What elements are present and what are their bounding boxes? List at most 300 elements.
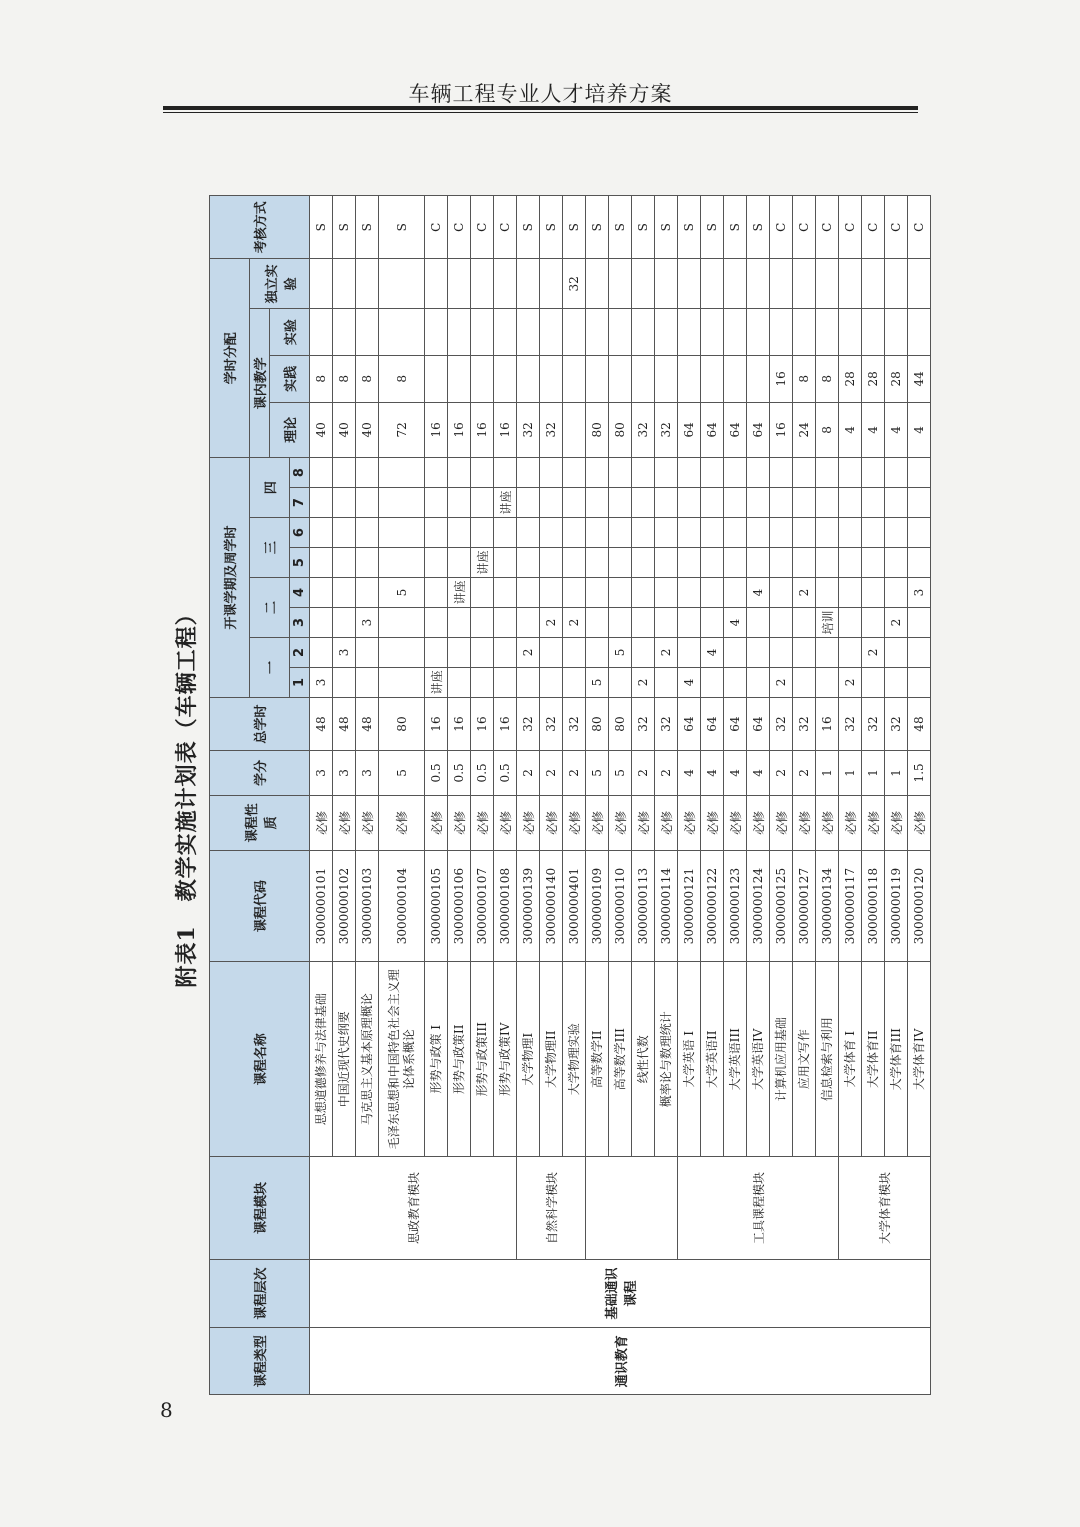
- term-cell: [908, 488, 931, 518]
- term-cell: [701, 488, 724, 518]
- experiment-cell: [333, 309, 356, 356]
- header-term-4: 4: [290, 578, 310, 608]
- experiment-cell: [885, 309, 908, 356]
- experiment-cell: [609, 309, 632, 356]
- theory-cell: 32: [632, 402, 655, 458]
- course-code-cell: 3000000109: [586, 851, 609, 962]
- practice-cell: [471, 356, 494, 403]
- course-code-cell: 3000000139: [517, 851, 540, 962]
- course-name-cell: 信息检索与利用: [816, 962, 839, 1157]
- assessment-cell: C: [425, 196, 448, 259]
- experiment-cell: [816, 309, 839, 356]
- credit-cell: 2: [632, 751, 655, 795]
- term-cell: [425, 578, 448, 608]
- credit-cell: 5: [586, 751, 609, 795]
- term-cell: [609, 667, 632, 697]
- course-name-cell: 形势与政策IV: [494, 962, 517, 1157]
- module-cell: 工具课程模块: [678, 1157, 839, 1259]
- course-nature-cell: 必修: [517, 795, 540, 851]
- indep-exp-cell: [770, 259, 793, 309]
- course-code-cell: 3000000104: [379, 851, 425, 962]
- term-cell: [356, 667, 379, 697]
- term-cell: 4: [747, 578, 770, 608]
- course-code-cell: 3000000119: [885, 851, 908, 962]
- term-cell: [885, 578, 908, 608]
- term-cell: [425, 548, 448, 578]
- experiment-cell: [747, 309, 770, 356]
- term-cell: 2: [885, 608, 908, 638]
- experiment-cell: [724, 309, 747, 356]
- credit-cell: 1: [885, 751, 908, 795]
- assessment-cell: S: [655, 196, 678, 259]
- indep-exp-cell: [540, 259, 563, 309]
- term-cell: [494, 667, 517, 697]
- course-nature-cell: 必修: [862, 795, 885, 851]
- header-term-2: 2: [290, 637, 310, 667]
- course-name-cell: 形势与政策 I: [425, 962, 448, 1157]
- course-code-cell: 3000000134: [816, 851, 839, 962]
- header-year-2: 二: [250, 578, 290, 638]
- practice-cell: [425, 356, 448, 403]
- term-cell: [448, 488, 471, 518]
- indep-exp-cell: [356, 259, 379, 309]
- term-cell: [885, 667, 908, 697]
- credit-cell: 5: [609, 751, 632, 795]
- practice-cell: [747, 356, 770, 403]
- theory-cell: 80: [586, 402, 609, 458]
- credit-cell: 2: [793, 751, 816, 795]
- term-cell: [770, 608, 793, 638]
- term-cell: [517, 667, 540, 697]
- caption-title: 教学实施计划表（车辆工程）: [174, 602, 200, 902]
- course-name-cell: 大学英语 I: [678, 962, 701, 1157]
- header-term-5: 5: [290, 548, 310, 578]
- term-cell: [678, 548, 701, 578]
- term-cell: [448, 608, 471, 638]
- term-cell: [678, 608, 701, 638]
- term-cell: [747, 488, 770, 518]
- term-cell: [908, 518, 931, 548]
- indep-exp-cell: [655, 259, 678, 309]
- experiment-cell: [770, 309, 793, 356]
- course-code-cell: 3000000105: [425, 851, 448, 962]
- indep-exp-cell: [425, 259, 448, 309]
- term-cell: [356, 548, 379, 578]
- header-semester-group: 开课学期及周学时: [210, 458, 250, 698]
- indep-exp-cell: [494, 259, 517, 309]
- term-cell: [908, 608, 931, 638]
- indep-exp-cell: [678, 259, 701, 309]
- course-name-cell: 形势与政策III: [471, 962, 494, 1157]
- term-cell: 3: [356, 608, 379, 638]
- theory-cell: 80: [609, 402, 632, 458]
- indep-exp-cell: [747, 259, 770, 309]
- total-hours-cell: 16: [494, 697, 517, 750]
- indep-exp-cell: [333, 259, 356, 309]
- header-term-8: 8: [290, 458, 310, 488]
- term-cell: [563, 667, 586, 697]
- course-name-cell: 大学物理实验: [563, 962, 586, 1157]
- course-name-cell: 线性代数: [632, 962, 655, 1157]
- experiment-cell: [494, 309, 517, 356]
- practice-cell: 8: [793, 356, 816, 403]
- term-cell: [816, 488, 839, 518]
- theory-cell: 64: [724, 402, 747, 458]
- term-cell: 5: [379, 578, 425, 608]
- term-cell: 讲座: [494, 488, 517, 518]
- header-year-1: 一: [250, 637, 290, 697]
- indep-exp-cell: [816, 259, 839, 309]
- total-hours-cell: 80: [609, 697, 632, 750]
- term-cell: [724, 548, 747, 578]
- practice-cell: 28: [839, 356, 862, 403]
- term-cell: [816, 578, 839, 608]
- total-hours-cell: 80: [379, 697, 425, 750]
- theory-cell: 16: [770, 402, 793, 458]
- header-nature: 课程性质: [210, 795, 310, 851]
- module-cell: 思政教育模块: [310, 1157, 517, 1259]
- course-name-cell: 大学物理II: [540, 962, 563, 1157]
- term-cell: [862, 578, 885, 608]
- term-cell: [747, 608, 770, 638]
- term-cell: [494, 578, 517, 608]
- course-nature-cell: 必修: [586, 795, 609, 851]
- theory-cell: 16: [448, 402, 471, 458]
- credit-cell: 4: [701, 751, 724, 795]
- term-cell: [448, 548, 471, 578]
- term-cell: [448, 518, 471, 548]
- credit-cell: 2: [655, 751, 678, 795]
- term-cell: [632, 518, 655, 548]
- total-hours-cell: 32: [517, 697, 540, 750]
- total-hours-cell: 64: [724, 697, 747, 750]
- theory-cell: 32: [655, 402, 678, 458]
- total-hours-cell: 64: [701, 697, 724, 750]
- total-hours-cell: 64: [747, 697, 770, 750]
- theory-cell: 4: [839, 402, 862, 458]
- course-code-cell: 3000000108: [494, 851, 517, 962]
- page-number: 8: [160, 1398, 173, 1422]
- total-hours-cell: 32: [540, 697, 563, 750]
- course-nature-cell: 必修: [724, 795, 747, 851]
- term-cell: [678, 458, 701, 488]
- term-cell: [494, 548, 517, 578]
- theory-cell: 4: [908, 402, 931, 458]
- term-cell: [816, 637, 839, 667]
- assessment-cell: S: [586, 196, 609, 259]
- term-cell: [655, 458, 678, 488]
- term-cell: [494, 458, 517, 488]
- practice-cell: [632, 356, 655, 403]
- theory-cell: 64: [678, 402, 701, 458]
- term-cell: [747, 548, 770, 578]
- term-cell: [471, 518, 494, 548]
- total-hours-cell: 48: [356, 697, 379, 750]
- total-hours-cell: 32: [770, 697, 793, 750]
- practice-cell: 8: [379, 356, 425, 403]
- course-nature-cell: 必修: [540, 795, 563, 851]
- practice-cell: [517, 356, 540, 403]
- course-code-cell: 3000000124: [747, 851, 770, 962]
- header-year-4: 四: [250, 458, 290, 518]
- term-cell: 2: [770, 667, 793, 697]
- term-cell: [908, 548, 931, 578]
- term-cell: [448, 637, 471, 667]
- term-cell: [770, 637, 793, 667]
- term-cell: [724, 458, 747, 488]
- course-code-cell: 3000000110: [609, 851, 632, 962]
- term-cell: [586, 458, 609, 488]
- practice-cell: [678, 356, 701, 403]
- assessment-cell: S: [540, 196, 563, 259]
- term-cell: [471, 667, 494, 697]
- experiment-cell: [379, 309, 425, 356]
- term-cell: [839, 637, 862, 667]
- course-nature-cell: 必修: [816, 795, 839, 851]
- term-cell: [379, 637, 425, 667]
- course-code-cell: 3000000118: [862, 851, 885, 962]
- assessment-cell: C: [908, 196, 931, 259]
- term-cell: [609, 548, 632, 578]
- term-cell: [724, 667, 747, 697]
- term-cell: [885, 637, 908, 667]
- total-hours-cell: 32: [885, 697, 908, 750]
- course-code-cell: 3000000113: [632, 851, 655, 962]
- term-cell: [540, 488, 563, 518]
- term-cell: [540, 578, 563, 608]
- practice-cell: [563, 356, 586, 403]
- assessment-cell: C: [816, 196, 839, 259]
- practice-cell: [655, 356, 678, 403]
- term-cell: 2: [632, 667, 655, 697]
- term-cell: [862, 548, 885, 578]
- assessment-cell: S: [379, 196, 425, 259]
- term-cell: [379, 548, 425, 578]
- term-cell: [586, 608, 609, 638]
- module-cell: 自然科学模块: [517, 1157, 586, 1259]
- term-cell: [747, 637, 770, 667]
- practice-cell: [494, 356, 517, 403]
- course-type-cell: 通识教育: [310, 1328, 931, 1395]
- term-cell: [678, 518, 701, 548]
- term-cell: [816, 518, 839, 548]
- term-cell: 2: [793, 578, 816, 608]
- term-cell: 2: [563, 608, 586, 638]
- term-cell: [517, 518, 540, 548]
- course-name-cell: 大学体育II: [862, 962, 885, 1157]
- course-name-cell: 大学英语II: [701, 962, 724, 1157]
- term-cell: [862, 458, 885, 488]
- header-rule-thick: [163, 106, 918, 110]
- table-row: [586, 196, 609, 1395]
- assessment-cell: C: [494, 196, 517, 259]
- term-cell: 5: [586, 667, 609, 697]
- total-hours-cell: 48: [333, 697, 356, 750]
- term-cell: [379, 667, 425, 697]
- term-cell: 2: [839, 667, 862, 697]
- term-cell: [448, 458, 471, 488]
- practice-cell: 16: [770, 356, 793, 403]
- course-name-cell: 高等数学III: [609, 962, 632, 1157]
- experiment-cell: [793, 309, 816, 356]
- term-cell: [425, 637, 448, 667]
- credit-cell: 4: [678, 751, 701, 795]
- term-cell: [724, 637, 747, 667]
- total-hours-cell: 32: [632, 697, 655, 750]
- term-cell: [563, 637, 586, 667]
- assessment-cell: S: [609, 196, 632, 259]
- course-nature-cell: 必修: [563, 795, 586, 851]
- term-cell: [333, 488, 356, 518]
- term-cell: [655, 488, 678, 518]
- indep-exp-cell: [448, 259, 471, 309]
- table-row: [310, 196, 333, 1395]
- experiment-cell: [540, 309, 563, 356]
- term-cell: [655, 608, 678, 638]
- experiment-cell: [655, 309, 678, 356]
- course-nature-cell: 必修: [632, 795, 655, 851]
- theory-cell: 64: [701, 402, 724, 458]
- course-name-cell: 毛泽东思想和中国特色社会主义理论体系概论: [379, 962, 425, 1157]
- course-name-cell: 形势与政策II: [448, 962, 471, 1157]
- theory-cell: 8: [816, 402, 839, 458]
- experiment-cell: [586, 309, 609, 356]
- term-cell: [770, 488, 793, 518]
- theory-cell: 32: [540, 402, 563, 458]
- term-cell: [632, 637, 655, 667]
- term-cell: [632, 548, 655, 578]
- assessment-cell: S: [356, 196, 379, 259]
- term-cell: [839, 578, 862, 608]
- course-nature-cell: 必修: [609, 795, 632, 851]
- term-cell: [563, 548, 586, 578]
- indep-exp-cell: [724, 259, 747, 309]
- assessment-cell: C: [793, 196, 816, 259]
- course-level-cell: 基础通识课程: [310, 1259, 931, 1328]
- term-cell: 2: [540, 608, 563, 638]
- term-cell: [563, 578, 586, 608]
- course-name-cell: 大学体育IV: [908, 962, 931, 1157]
- term-cell: [770, 548, 793, 578]
- credit-cell: 4: [747, 751, 770, 795]
- header-term-3: 3: [290, 608, 310, 638]
- course-name-cell: 大学物理I: [517, 962, 540, 1157]
- term-cell: [793, 608, 816, 638]
- course-nature-cell: 必修: [839, 795, 862, 851]
- module-cell: [586, 1157, 678, 1259]
- indep-exp-cell: [310, 259, 333, 309]
- term-cell: 5: [609, 637, 632, 667]
- assessment-cell: S: [310, 196, 333, 259]
- practice-cell: [724, 356, 747, 403]
- assessment-cell: C: [770, 196, 793, 259]
- header-experiment: 实验: [270, 309, 310, 356]
- course-nature-cell: 必修: [655, 795, 678, 851]
- term-cell: [632, 458, 655, 488]
- course-nature-cell: 必修: [701, 795, 724, 851]
- term-cell: [586, 578, 609, 608]
- course-code-cell: 3000000106: [448, 851, 471, 962]
- term-cell: [379, 518, 425, 548]
- assessment-cell: S: [724, 196, 747, 259]
- theory-cell: 40: [310, 402, 333, 458]
- term-cell: [655, 548, 678, 578]
- term-cell: [632, 578, 655, 608]
- header-module: 课程模块: [210, 1157, 310, 1259]
- term-cell: [310, 637, 333, 667]
- term-cell: [356, 578, 379, 608]
- header-practice: 实践: [270, 356, 310, 403]
- term-cell: [632, 608, 655, 638]
- rotated-table-block: [165, 195, 927, 1395]
- course-code-cell: 3000000125: [770, 851, 793, 962]
- indep-exp-cell: [609, 259, 632, 309]
- course-code-cell: 3000000140: [540, 851, 563, 962]
- course-name-cell: 大学英语IV: [747, 962, 770, 1157]
- term-cell: 4: [701, 637, 724, 667]
- term-cell: [724, 488, 747, 518]
- course-nature-cell: 必修: [333, 795, 356, 851]
- term-cell: [471, 578, 494, 608]
- course-code-cell: 3000000103: [356, 851, 379, 962]
- term-cell: [517, 548, 540, 578]
- credit-cell: 1: [839, 751, 862, 795]
- experiment-cell: [425, 309, 448, 356]
- theory-cell: 72: [379, 402, 425, 458]
- assessment-cell: S: [517, 196, 540, 259]
- term-cell: [678, 578, 701, 608]
- term-cell: [770, 518, 793, 548]
- course-code-cell: 3000000127: [793, 851, 816, 962]
- header-term-6: 6: [290, 518, 310, 548]
- course-code-cell: 3000000107: [471, 851, 494, 962]
- course-nature-cell: 必修: [747, 795, 770, 851]
- module-cell: 大学体育模块: [839, 1157, 931, 1259]
- experiment-cell: [517, 309, 540, 356]
- course-name-cell: 高等数学II: [586, 962, 609, 1157]
- course-nature-cell: 必修: [471, 795, 494, 851]
- term-cell: 讲座: [448, 578, 471, 608]
- course-name-cell: 大学体育III: [885, 962, 908, 1157]
- term-cell: [517, 488, 540, 518]
- header-level: 课程层次: [210, 1259, 310, 1328]
- term-cell: [333, 518, 356, 548]
- course-name-cell: 思想道德修养与法律基础: [310, 962, 333, 1157]
- header-credit: 学分: [210, 751, 310, 795]
- total-hours-cell: 32: [793, 697, 816, 750]
- term-cell: 讲座: [471, 548, 494, 578]
- experiment-cell: [310, 309, 333, 356]
- term-cell: [701, 608, 724, 638]
- term-cell: [494, 637, 517, 667]
- total-hours-cell: 16: [425, 697, 448, 750]
- term-cell: [425, 608, 448, 638]
- term-cell: [885, 458, 908, 488]
- credit-cell: 0.5: [425, 751, 448, 795]
- term-cell: [839, 488, 862, 518]
- practice-cell: [448, 356, 471, 403]
- course-code-cell: 3000000117: [839, 851, 862, 962]
- term-cell: [586, 548, 609, 578]
- term-cell: [333, 578, 356, 608]
- theory-cell: 16: [494, 402, 517, 458]
- term-cell: [333, 608, 356, 638]
- assessment-cell: C: [885, 196, 908, 259]
- term-cell: [770, 578, 793, 608]
- indep-exp-cell: [701, 259, 724, 309]
- course-nature-cell: 必修: [678, 795, 701, 851]
- indep-exp-cell: 32: [563, 259, 586, 309]
